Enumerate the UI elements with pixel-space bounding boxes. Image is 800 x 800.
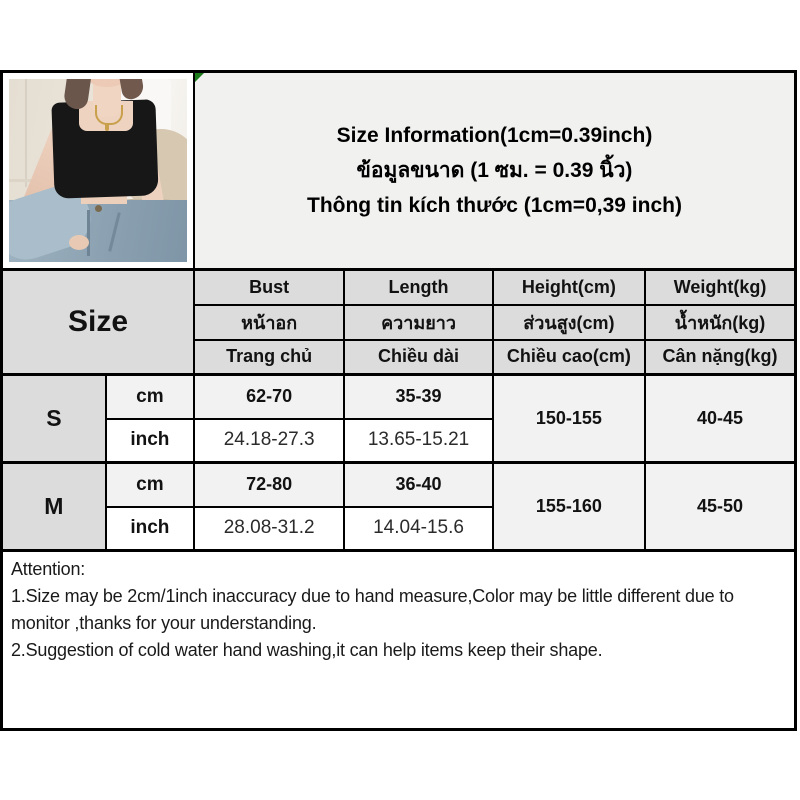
size-m-label: M bbox=[2, 463, 106, 551]
attention-note-2: 2.Suggestion of cold water hand washing,it can help items keep their shape. bbox=[11, 640, 603, 660]
attention-heading: Attention: bbox=[11, 559, 86, 579]
size-s-label: S bbox=[2, 375, 106, 463]
table-row-m-cm bbox=[2, 463, 796, 507]
s-length-cm: 35-39 bbox=[344, 375, 492, 419]
col-header-length-vi: Chiều dài bbox=[344, 340, 492, 375]
model-hand bbox=[69, 235, 89, 250]
excel-corner-flag-icon bbox=[195, 73, 204, 82]
col-header-height-th: ส่วนสูง(cm) bbox=[493, 305, 645, 340]
s-length-inch: 13.65-15.21 bbox=[344, 419, 492, 463]
m-bust-inch: 28.08-31.2 bbox=[194, 507, 344, 551]
size-corner-label: Size bbox=[2, 270, 194, 375]
m-height: 155-160 bbox=[493, 463, 645, 551]
unit-label-cm: cm bbox=[106, 375, 194, 419]
jeans-button bbox=[95, 205, 102, 212]
col-header-length-th: ความยาว bbox=[344, 305, 492, 340]
col-header-weight-vi: Cân nặng(kg) bbox=[645, 340, 795, 375]
col-header-length-en: Length bbox=[344, 270, 492, 305]
wall-molding bbox=[25, 79, 27, 187]
table-row-s-cm bbox=[2, 375, 796, 419]
title-en: Size Information(1cm=0.39inch) bbox=[336, 124, 653, 147]
title-cell bbox=[194, 72, 796, 270]
col-header-weight-en: Weight(kg) bbox=[645, 270, 795, 305]
m-weight: 45-50 bbox=[645, 463, 795, 551]
title-vi: Thông tin kích thước (1cm=0,39 inch) bbox=[307, 194, 682, 217]
m-length-cm: 36-40 bbox=[344, 463, 492, 507]
s-bust-cm: 62-70 bbox=[194, 375, 344, 419]
gold-necklace bbox=[95, 105, 123, 125]
product-photo bbox=[9, 79, 187, 262]
s-height: 150-155 bbox=[493, 375, 645, 463]
size-chart-table bbox=[0, 70, 797, 731]
col-header-weight-th: น้ำหนัก(kg) bbox=[645, 305, 795, 340]
s-bust-inch: 24.18-27.3 bbox=[194, 419, 344, 463]
col-header-bust-th: หน้าอก bbox=[194, 305, 344, 340]
attention-note-1: 1.Size may be 2cm/1inch inaccuracy due to hand measure,Color may be little different due to monitor ,thanks for your understanding. bbox=[11, 586, 734, 633]
col-header-bust-vi: Trang chủ bbox=[194, 340, 344, 375]
col-header-height-en: Height(cm) bbox=[493, 270, 645, 305]
col-header-bust-en: Bust bbox=[194, 270, 344, 305]
unit-label-cm: cm bbox=[106, 463, 194, 507]
col-header-height-vi: Chiều cao(cm) bbox=[493, 340, 645, 375]
title-th: ข้อมูลขนาด (1 ซม. = 0.39 นิ้ว) bbox=[356, 159, 633, 182]
s-weight: 40-45 bbox=[645, 375, 795, 463]
unit-label-inch: inch bbox=[106, 419, 194, 463]
jeans-seam bbox=[87, 210, 90, 256]
product-photo-cell bbox=[2, 72, 194, 270]
unit-label-inch: inch bbox=[106, 507, 194, 551]
m-bust-cm: 72-80 bbox=[194, 463, 344, 507]
m-length-inch: 14.04-15.6 bbox=[344, 507, 492, 551]
necklace-pendant bbox=[105, 123, 109, 131]
attention-box bbox=[2, 551, 796, 730]
